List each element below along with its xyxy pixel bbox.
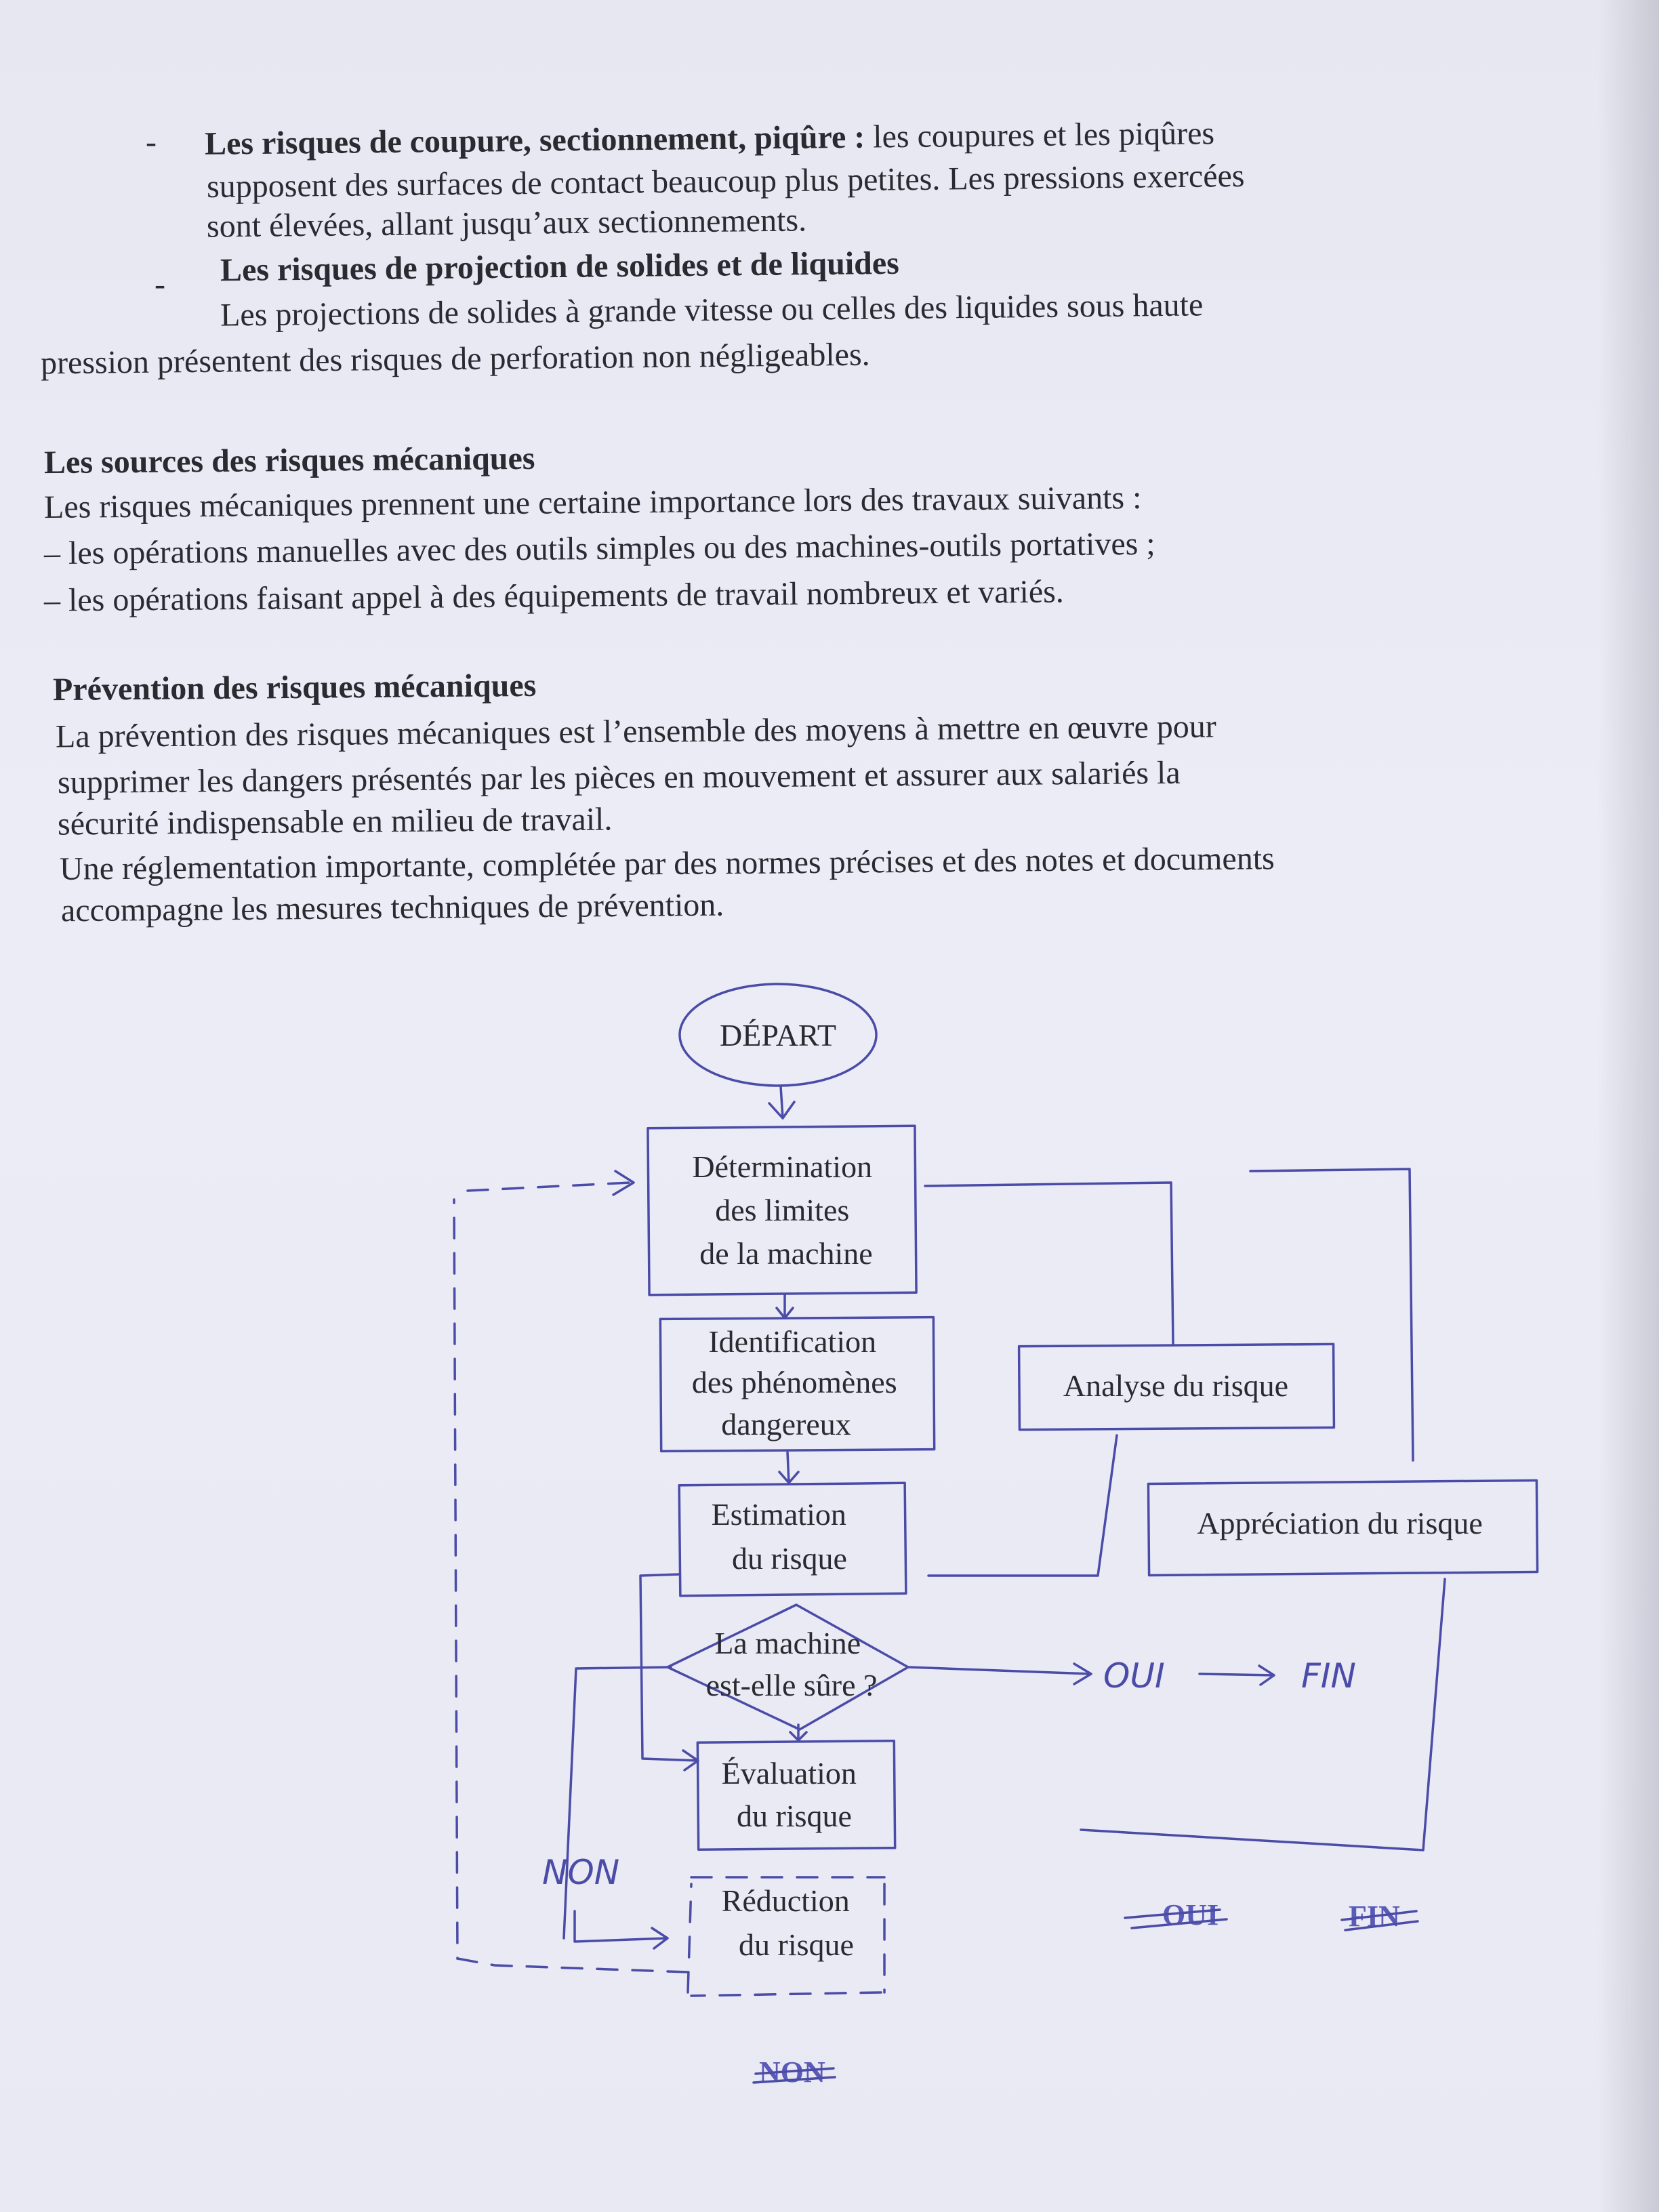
bullet-1-title: Les risques de coupure, sectionnement, piqûre :	[204, 119, 865, 162]
crossed-non-text: NON	[759, 2055, 825, 2089]
hand-fin-label: FIN	[1301, 1656, 1356, 1696]
prevention-line-5: accompagne les mesures techniques de prévention.	[60, 886, 724, 929]
sources-line-3: – les opérations faisant appel à des équipements de travail nombreux et variés.	[43, 573, 1065, 619]
bullet-marker: -	[146, 124, 157, 160]
arrow-determination-down	[777, 1294, 793, 1318]
arrow-identification-down	[779, 1452, 798, 1483]
determination-line: Détermination	[692, 1149, 873, 1184]
bracket-appreciation-bottom	[1081, 1579, 1445, 1850]
identification-line: des phénomènes	[691, 1365, 897, 1399]
hand-non-label: NON	[542, 1853, 620, 1892]
arrow-estimation-to-evaluation	[640, 1574, 698, 1770]
prevention-line-1: La prévention des risques mécaniques est l’ensemble des moyens à mettre en œuvre pour	[55, 708, 1216, 755]
start-label: DÉPART	[720, 1018, 836, 1052]
decision-label	[706, 1626, 878, 1702]
estimation-line: du risque	[732, 1541, 847, 1576]
bracket-appreciation-top	[1250, 1169, 1413, 1460]
prevention-line-4: Une réglementation importante, complétée par des normes précises et des notes et documents	[59, 840, 1275, 887]
prevention-line-3: sécurité indispensable en milieu de travail.	[57, 801, 613, 842]
bracket-analyse-top	[925, 1183, 1173, 1345]
arrow-no-to-reduction	[575, 1911, 668, 1948]
determination-line: de la machine	[699, 1236, 873, 1271]
bullet-1-line-3: sont élevées, allant jusqu’aux sectionnements.	[206, 202, 807, 245]
reduction-line: Réduction	[721, 1883, 850, 1918]
reduction-line: du risque	[739, 1927, 854, 1962]
bullet-2-line-2: pression présentent des risques de perforation non négligeables.	[40, 336, 870, 382]
bullet-1-line-2: supposent des surfaces de contact beaucoup plus petites. Les pressions exercées	[206, 157, 1245, 205]
decision-line: est-elle sûre ?	[705, 1668, 878, 1702]
decision-line: La machine	[714, 1626, 861, 1660]
evaluation-label	[722, 1756, 865, 1833]
line-no-left	[564, 1667, 671, 1938]
evaluation-line: Évaluation	[721, 1756, 857, 1790]
sources-line-2: – les opérations manuelles avec des outils simples ou des machines-outils portatives ;	[43, 525, 1155, 572]
hand-oui-label: OUI	[1103, 1656, 1165, 1696]
analyse-label: Analyse du risque	[1063, 1368, 1289, 1403]
appreciation-label: Appréciation du risque	[1197, 1506, 1483, 1540]
identification-line: Identification	[708, 1324, 877, 1359]
bullet-2-title: Les risques de projection de solides et de liquides	[220, 245, 900, 289]
determination-line: des limites	[715, 1193, 850, 1227]
arrow-start-down	[769, 1086, 794, 1118]
bracket-analyse-bottom	[928, 1435, 1117, 1576]
determination-label	[692, 1149, 880, 1271]
bullet-marker: -	[155, 266, 165, 302]
evaluation-line: du risque	[737, 1799, 852, 1833]
bullet-2-line-1: Les projections de solides à grande vitesse ou celles des liquides sous haute	[220, 287, 1204, 333]
bullet-1-text: les coupures et les piqûres	[872, 115, 1215, 155]
crossed-fin-text: FIN	[1349, 1900, 1400, 1933]
estimation-line: Estimation	[711, 1497, 846, 1532]
identification-label	[692, 1324, 905, 1441]
prevention-heading: Prévention des risques mécaniques	[52, 667, 537, 708]
identification-line: dangereux	[721, 1407, 851, 1441]
decision-diamond	[668, 1605, 908, 1729]
sources-line-1: Les risques mécaniques prennent une certaine importance lors des travaux suivants :	[43, 479, 1142, 526]
arrow-yes	[908, 1664, 1091, 1684]
crossed-oui-text: OUI	[1162, 1898, 1219, 1931]
prevention-line-2: supprimer les dangers présentés par les pièces en mouvement et assurer aux salariés la	[57, 754, 1181, 801]
sources-heading: Les sources des risques mécaniques	[43, 440, 535, 481]
reduction-label	[722, 1883, 858, 1962]
estimation-label	[712, 1497, 855, 1576]
arrow-to-fin	[1200, 1666, 1274, 1685]
